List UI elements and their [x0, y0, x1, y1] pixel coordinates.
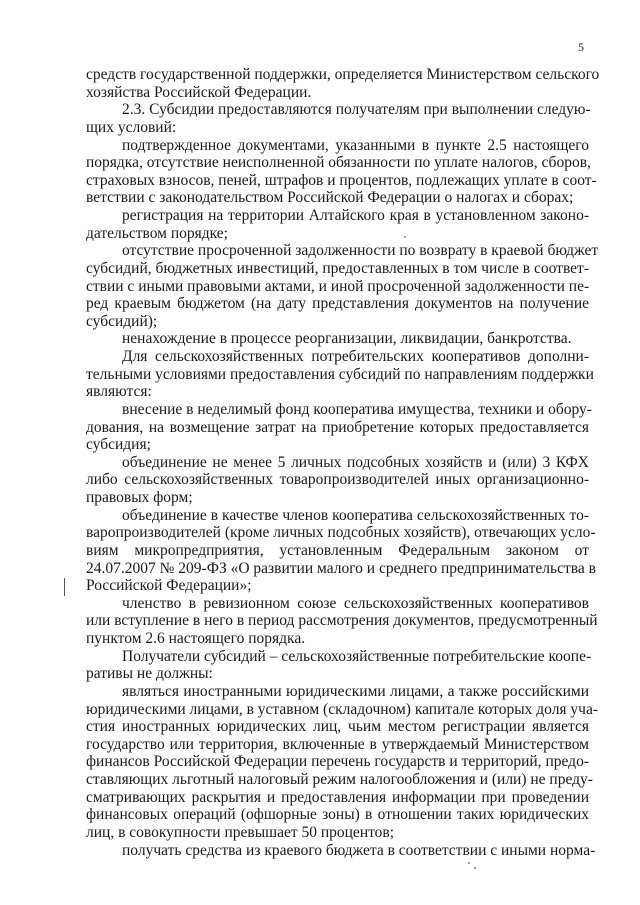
- text-line: получать средства из краевого бюджета в соответствии с иными норма-: [122, 841, 596, 859]
- text-line: хозяйства Российской Федерации.: [86, 83, 312, 101]
- text-line: 2.3. Субсидии предоставляются получателям при выполнении следую-: [122, 101, 591, 119]
- text-line: либо сельскохозяйственных товаропроизводителей иных организационно-: [86, 471, 589, 489]
- margin-mark: [64, 578, 65, 596]
- text-line: правовых форм;: [86, 489, 193, 506]
- text-line: объединение в качестве членов кооператива сельскохозяйственных то-: [122, 506, 589, 524]
- text-line: ративы не должны:: [86, 665, 213, 683]
- text-line: тельными условиями предоставления субсидий по направлениям поддержки: [86, 365, 594, 383]
- text-line: Для сельскохозяйственных потребительских кооперативов дополни-: [122, 348, 589, 365]
- page-number: 5: [578, 40, 584, 54]
- text-line: дательством порядке;: [86, 224, 228, 242]
- text-line: сматривающих раскрытия и предоставления информации при проведении: [86, 788, 589, 806]
- text-line: внесение в неделимый фонд кооператива имущества, техники и обору-: [122, 400, 592, 418]
- text-line: субсидий);: [86, 312, 158, 330]
- text-line: ветствии с законодательством Российской Федерации о налогах и сборах;: [86, 189, 574, 207]
- text-line: ненахождение в процессе реорганизации, ликвидации, банкротства.: [122, 330, 572, 348]
- scan-speck: [474, 867, 476, 869]
- text-line: являться иностранными юридическими лицами, а также российскими: [122, 682, 589, 700]
- document-body: [86, 66, 600, 859]
- text-line: Российской Федерации»;: [86, 577, 252, 595]
- text-line: ред краевым бюджетом (на дату представления документов на получение: [86, 295, 589, 313]
- text-line: страховых взносов, пеней, штрафов и процентов, подлежащих уплате в соот-: [86, 171, 597, 189]
- text-line: 24.07.2007 № 209-ФЗ «О развитии малого и среднего предпринимательства в: [86, 559, 596, 577]
- text-line: варопроизводителей (кроме личных подсобных хозяйств), отвечающих усло-: [86, 524, 596, 542]
- text-line: лиц, в совокупности превышает 50 процентов;: [86, 823, 395, 841]
- text-line: или вступление в него в период рассмотрения документов, предусмотренный: [86, 612, 598, 630]
- text-line: финансов Российской Федерации перечень государств и территорий, предо-: [86, 753, 589, 771]
- text-line: отсутствие просроченной задолженности по возврату в краевой бюджет: [122, 242, 599, 260]
- text-line: юридическими лицами, в уставном (складочном) капитале которых доля уча-: [86, 700, 599, 718]
- text-line: ствии с иными правовыми актами, и иной просроченной задолженности пе-: [86, 277, 590, 295]
- text-line: подтвержденное документами, указанными в пункте 2.5 настоящего: [122, 136, 589, 154]
- text-line: порядка, отсутствие неисполненной обязанности по уплате налогов, сборов,: [86, 154, 591, 172]
- text-line: ставляющих льготный налоговый режим налогообложения и (или) не преду-: [86, 771, 593, 788]
- text-line: средств государственной поддержки, определяется Министерством сельского: [86, 66, 600, 83]
- text-line: субсидия;: [86, 436, 151, 454]
- text-line: субсидий, бюджетных инвестиций, предоставленных в том числе в соответ-: [86, 259, 589, 277]
- text-line: виям микропредприятия, установленным Федеральным законом от: [86, 541, 589, 559]
- text-line: государство или территория, включенные в утверждаемый Министерством: [86, 735, 589, 753]
- scan-speck: [468, 862, 470, 864]
- text-line: дования, на возмещение затрат на приобретение которых предоставляется: [86, 418, 589, 436]
- text-line: объединение не менее 5 личных подсобных хозяйств и (или) 3 КФХ: [122, 453, 589, 471]
- text-line: стия иностранных юридических лиц, чьим местом регистрации является: [86, 718, 589, 736]
- text-line: финансовых операций (офшорные зоны) в отношении таких юридических: [86, 806, 589, 824]
- text-line: Получатели субсидий – сельскохозяйственные потребительские коопе-: [122, 647, 592, 665]
- text-line: регистрация на территории Алтайского края в установленном законо-: [122, 207, 589, 224]
- text-line: пунктом 2.6 настоящего порядка.: [86, 630, 306, 647]
- text-line: членство в ревизионном союзе сельскохозяйственных кооперативов: [122, 594, 589, 612]
- text-line: являются:: [86, 383, 152, 401]
- text-line: щих условий:: [86, 118, 177, 136]
